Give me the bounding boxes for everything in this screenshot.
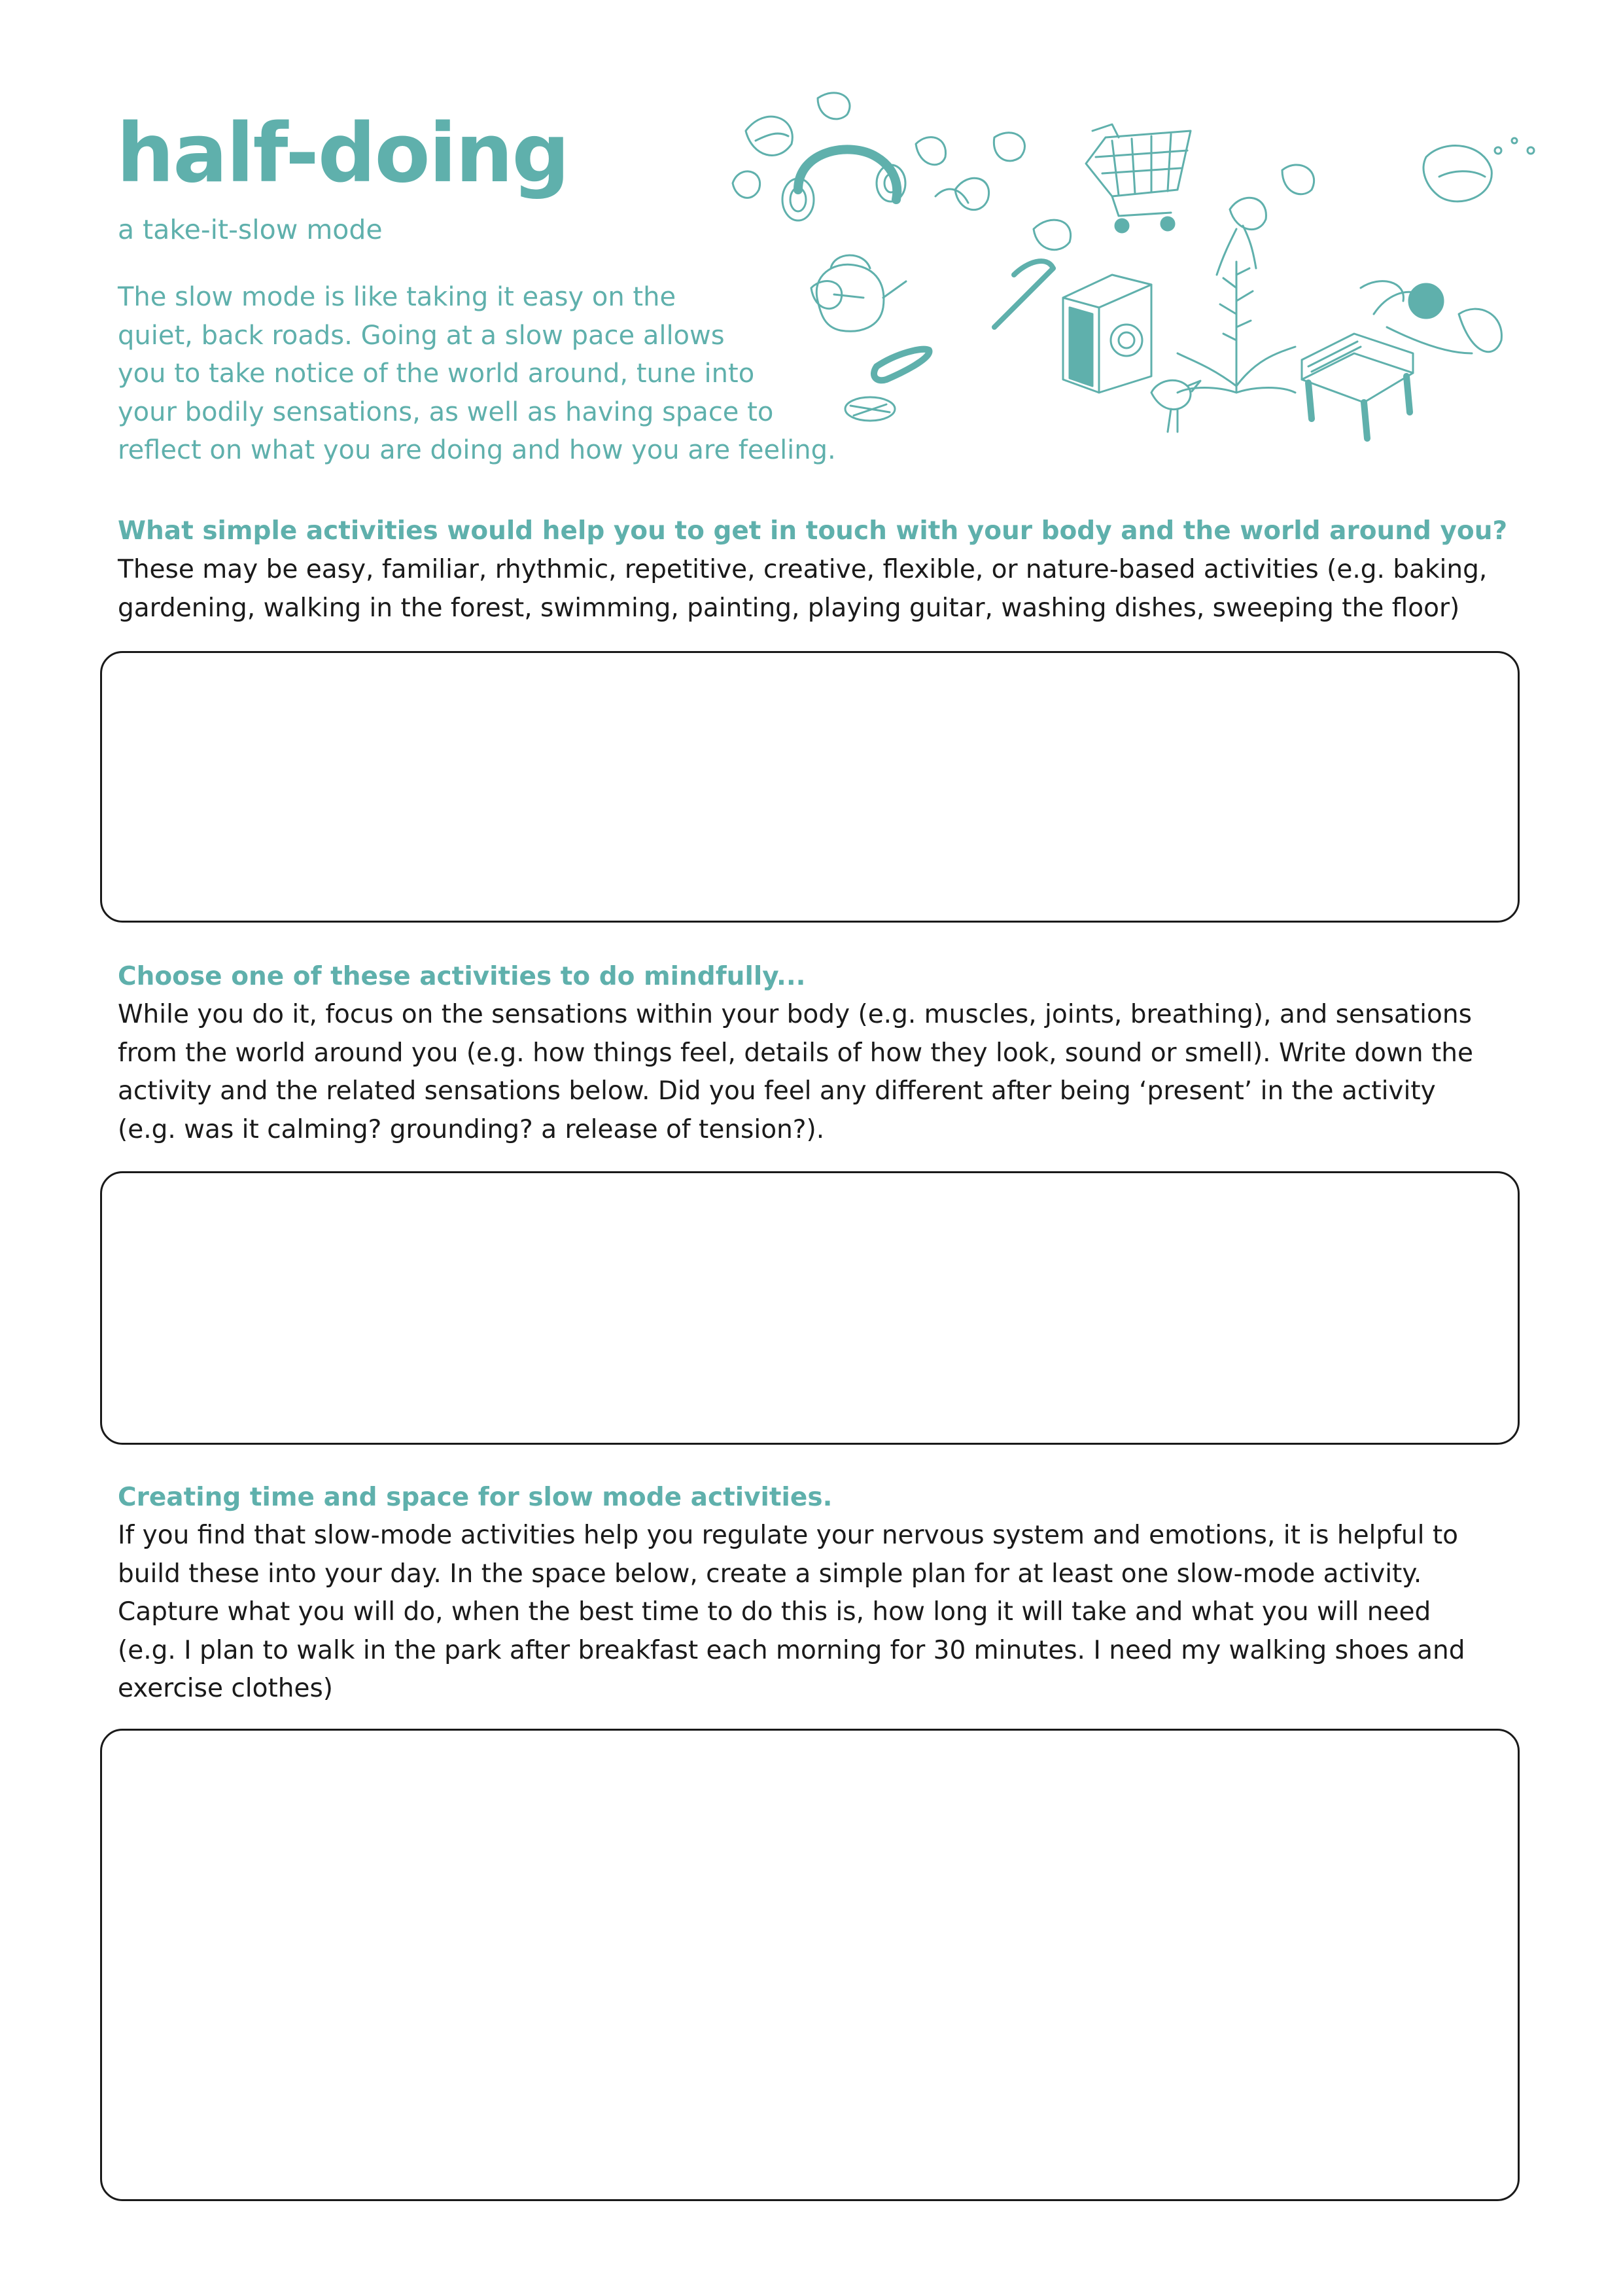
- section-3-line: (e.g. I plan to walk in the park after breakfast each morning for 30 minutes. I need my walking shoes and: [118, 1635, 1465, 1665]
- section-3-text: [118, 1517, 1531, 1708]
- ball-icon: [1374, 284, 1472, 353]
- section-2-text: [118, 996, 1531, 1149]
- headphones-icon: [782, 149, 905, 221]
- section-1-line: These may be easy, familiar, rhythmic, repetitive, creative, flexible, or nature-based activities (e.g. baking,: [118, 555, 1488, 584]
- section-1-text: [118, 551, 1531, 627]
- section-2-line: (e.g. was it calming? grounding? a release of tension?).: [118, 1114, 825, 1144]
- section-2-line: While you do it, focus on the sensations within your body (e.g. muscles, joints, breathing), and sensations: [118, 1000, 1472, 1029]
- kettle-icon: [816, 255, 906, 331]
- intro-line: you to take notice of the world around, tune into: [118, 359, 755, 389]
- intro-line: your bodily sensations, as well as having space to: [118, 397, 774, 427]
- section-3-line: Capture what you will do, when the best time to do this is, how long it will take and what you will need: [118, 1597, 1431, 1627]
- section-1-line: gardening, walking in the forest, swimming, painting, playing guitar, washing dishes, sweeping the floor): [118, 593, 1460, 623]
- intro-line: reflect on what you are doing and how you are feeling.: [118, 435, 836, 465]
- section-2-heading: Choose one of these activities to do mindfully...: [118, 962, 806, 991]
- bench-icon: [1302, 334, 1413, 438]
- intro-line: The slow mode is like taking it easy on the: [118, 282, 676, 312]
- section-3-line: exercise clothes): [118, 1674, 334, 1703]
- washing-machine-icon: [1063, 275, 1151, 393]
- activities-illustration: [720, 79, 1544, 465]
- skateboard-icon: [845, 189, 1053, 421]
- section-3-line: If you find that slow-mode activities help you regulate your nervous system and emotions, it is helpful to: [118, 1521, 1458, 1550]
- mindful-activity-answer-box[interactable]: [100, 1171, 1520, 1445]
- section-1-heading: What simple activities would help you to get in touch with your body and the world around you?: [118, 516, 1508, 546]
- page-title: half-doing: [116, 107, 569, 201]
- section-3-heading: Creating time and space for slow mode activities.: [118, 1483, 833, 1512]
- section-2-line: activity and the related sensations below. Did you feel any different after being ‘present’ in the activity: [118, 1076, 1436, 1106]
- section-2-line: from the world around you (e.g. how things feel, details of how they look, sound or smell). Write down the: [118, 1038, 1473, 1068]
- page-subtitle: a take-it-slow mode: [118, 214, 383, 245]
- activities-answer-box[interactable]: [100, 651, 1520, 923]
- section-3-line: build these into your day. In the space below, create a simple plan for at least one slow-mode activity.: [118, 1559, 1422, 1589]
- shopping-cart-icon: [1086, 124, 1191, 232]
- intro-line: quiet, back roads. Going at a slow pace allows: [118, 320, 725, 351]
- slow-mode-plan-answer-box[interactable]: [100, 1729, 1520, 2201]
- plant-icon: [1178, 226, 1295, 393]
